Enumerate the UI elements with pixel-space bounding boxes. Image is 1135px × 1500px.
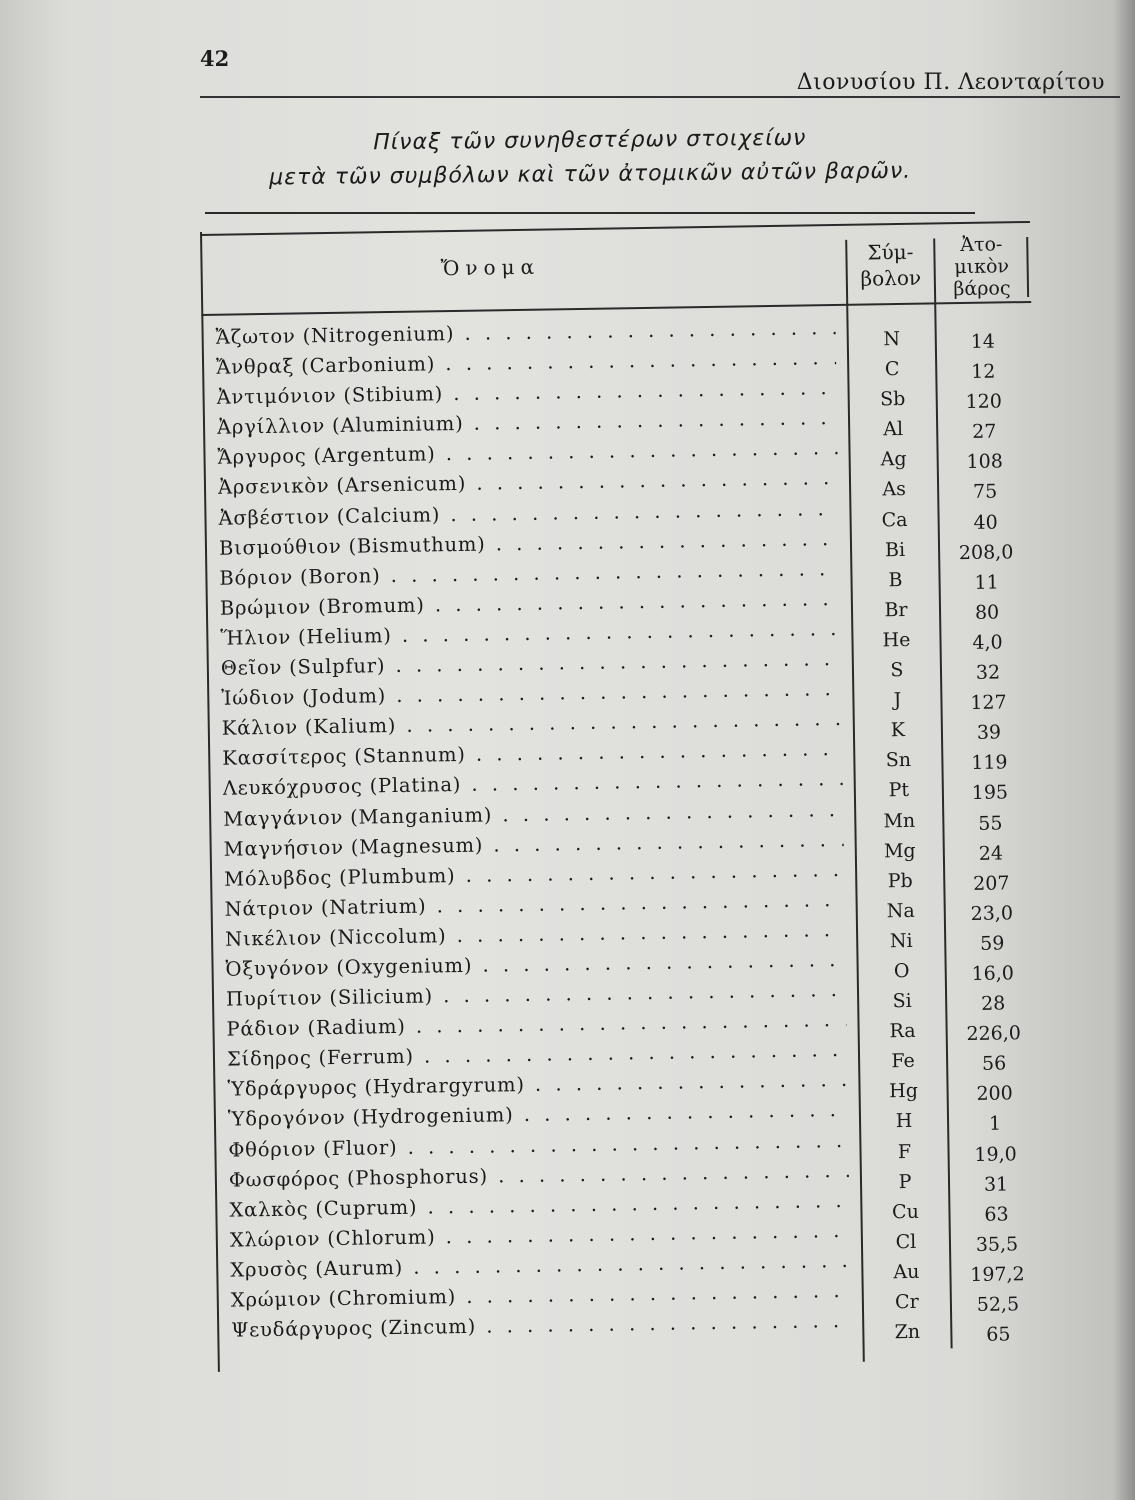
element-name: Ὑδρογόνον (Hydrogenium) . . . [228,1096,848,1134]
atomic-weight: 56 [981,1052,1007,1076]
title-line-2: μετὰ τῶν συμβόλων καὶ τῶν ἀτομικῶν αὐτῶν βαρῶν. [269,158,912,191]
atomic-weight: 55 [978,811,1003,835]
atomic-weight: 11 [974,571,999,594]
element-name: Ἰώδιον (Jodum) . . . [221,675,841,713]
atomic-weight: 127 [970,691,1007,715]
element-name: Χρώμιον (Chromium) . . . [231,1277,851,1315]
atomic-weight: 119 [971,751,1008,775]
atomic-weight: 16,0 [971,962,1015,985]
atomic-weight: 1 [988,1112,1002,1136]
header-weight-line-2: μικὸν [954,255,1010,279]
table-title [220,120,961,196]
atomic-weight: 80 [974,601,1000,624]
element-name: Νικέλιον (Niccolum) . . . [225,916,845,954]
atomic-weight: 39 [976,721,1002,745]
element-name: Ὑδράργυρος (Hydrargyrum) . . . [227,1066,847,1104]
element-symbol: Ag [880,448,907,471]
element-symbol: K [890,719,906,742]
atomic-weight: 207 [973,872,1010,895]
atomic-weight: 24 [978,842,1004,865]
element-name: Φθόριον (Fluor) . . . [228,1126,848,1164]
element-name: Χλώριον (Chlorum) . . . [230,1217,850,1255]
element-name: Μόλυβδος (Plumbum) . . . [224,856,844,894]
element-symbol: Ni [889,929,913,953]
element-symbol: Cl [895,1230,917,1254]
element-name: Μαγνήσιον (Magnesum) . . . [223,826,843,864]
element-symbol: Pt [888,779,910,802]
atomic-weight: 75 [972,480,998,504]
element-symbol: Fe [891,1050,915,1073]
element-symbol: Ra [889,1020,916,1043]
atomic-weight: 108 [966,450,1004,474]
page-edge-shadow [1113,0,1135,1500]
element-name: Πυρίτιον (Silicium) . . . [226,976,846,1014]
element-name: Κάλιον (Kalium) . . . [222,705,842,743]
header-rule [200,96,1120,98]
atomic-weight: 200 [976,1082,1013,1106]
atomic-weight: 195 [971,781,1009,805]
element-symbol: F [897,1140,912,1163]
element-symbol: J [893,689,902,712]
element-symbol: Br [884,598,908,622]
running-head: Διονυσίου Π. Λεονταρίτου [796,70,1105,95]
element-symbol: As [882,478,907,501]
element-symbol: B [888,568,903,591]
header-weight-line-1: Ἀτο- [960,233,1003,257]
atomic-weight: 120 [965,390,1003,414]
element-symbol: Sb [879,388,906,411]
element-name: Ἀργίλλιον (Aluminium) . . . [217,404,837,442]
atomic-weight: 59 [980,932,1005,955]
atomic-weight: 63 [984,1203,1009,1226]
element-name: Ἀσβέστιον (Calcium) . . . [218,495,838,533]
atomic-weight: 65 [986,1323,1011,1346]
element-symbol: Cr [894,1290,919,1314]
element-name: Ράδιον (Radium) . . . [226,1006,846,1044]
element-name: Βισμούθιον (Bismuthum) . . . [219,525,839,563]
atomic-weight: 4,0 [972,631,1003,654]
atomic-weight: 19,0 [974,1142,1017,1166]
element-symbol: Sn [885,749,912,772]
element-symbol: He [882,628,911,652]
element-name: Χρυσὸς (Aurum) . . . [230,1247,850,1285]
element-name: Ἄργυρος (Argentum) . . . [217,434,837,472]
header-symbol [850,239,931,292]
atomic-weight: 208,0 [958,540,1014,564]
element-name: Ἥλιον (Helium) . . . [220,615,840,653]
atomic-weight: 12 [971,360,996,383]
element-symbol: S [890,659,904,682]
element-symbol: Zn [894,1320,921,1344]
element-symbol: Pb [887,869,913,892]
title-line-1: Πίναξ τῶν συνηθεστέρων στοιχείων [373,125,807,156]
element-name: Λευκόχρυσος (Platina) . . . [223,765,843,803]
header-symbol-line-1: Σύμ- [867,239,914,265]
element-name: Ἀρσενικὸν (Arsenicum) . . . [218,464,838,502]
element-symbol: Cu [891,1200,920,1223]
element-name: Μαγγάνιον (Manganium) . . . [223,795,843,833]
element-name: Ὀξυγόνον (Oxygenium) . . . [225,946,845,984]
element-symbol: Ca [881,508,908,531]
atomic-weight: 14 [970,330,996,353]
atomic-weight: 52,5 [976,1293,1020,1316]
atomic-weight: 28 [980,992,1006,1015]
element-symbol: Bi [884,538,906,561]
header-atomic-weight [938,233,1025,300]
atomic-weight: 27 [971,420,997,444]
header-weight-line-3: βάρος [953,277,1011,301]
element-name: Ἀντιμόνιον (Stibium) . . . [216,374,836,412]
element-name: Ἄζωτον (Nitrogenium) . . . [215,314,835,352]
element-name: Χαλκὸς (Cuprum) . . . [229,1187,849,1225]
element-symbol: H [895,1110,913,1133]
element-symbol: Au [893,1260,920,1284]
atomic-weight: 197,2 [970,1263,1025,1286]
header-top-rule [200,221,1030,236]
table-body [201,311,1047,1347]
element-name: Σίδηρος (Ferrum) . . . [227,1036,847,1074]
element-name: Ἄνθραξ (Carbonium) . . . [216,344,836,382]
atomic-weight: 23,0 [970,902,1014,925]
element-symbol: Mg [883,839,916,862]
element-name: Βόριον (Boron) . . . [219,555,839,593]
header-name: Ὄνομα [440,254,541,281]
header-symbol-line-2: βολον [860,265,922,291]
element-symbol: C [884,358,900,381]
page-number: 42 [200,46,230,71]
element-symbol: Na [886,899,915,923]
element-symbol: Si [892,989,912,1013]
element-name: Θεῖον (Sulpfur) . . . [221,645,841,683]
atomic-weight: 32 [975,661,1001,684]
element-symbol: O [893,959,910,983]
atomic-weight: 35,5 [975,1233,1019,1256]
element-name: Ψευδάργυρος (Zincum) . . . [231,1307,851,1345]
element-name: Νάτριον (Natrium) . . . [224,886,844,924]
table-right-border [1026,237,1029,297]
atomic-weight: 31 [983,1173,1009,1196]
element-symbol: N [883,328,901,351]
element-name: Βρώμιον (Bromum) . . . [220,585,840,623]
element-name: Κασσίτερος (Stannum) . . . [222,735,842,773]
title-rule [205,212,975,214]
element-symbol: P [898,1170,912,1193]
element-symbol: Mn [883,809,916,832]
element-symbol: Hg [889,1080,919,1103]
elements-table [200,219,1048,1372]
element-name: Φωσφόρος (Phosphorus) . . . [229,1157,849,1195]
element-symbol: Al [883,418,904,441]
atomic-weight: 226,0 [966,1022,1022,1046]
atomic-weight: 40 [973,511,998,534]
